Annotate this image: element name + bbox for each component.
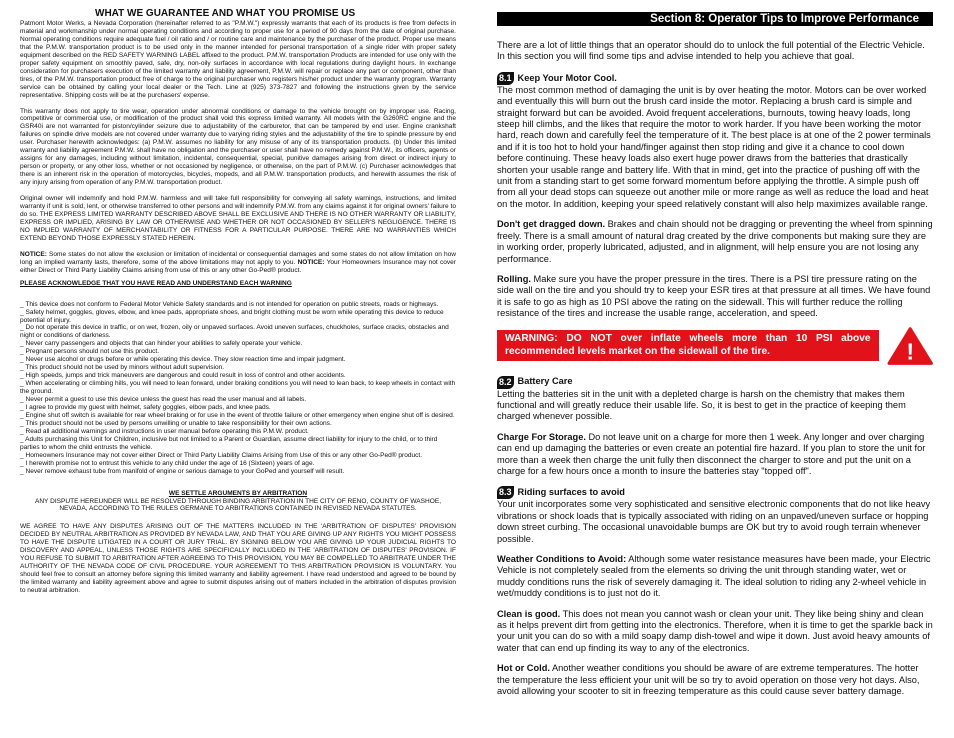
subsection-8-1-heading bbox=[497, 72, 933, 85]
acknowledge-item: _ Never carry passengers and objects that can hinder your abilities to safely operate your vehicle. bbox=[20, 340, 303, 348]
warning-callout bbox=[497, 326, 933, 366]
drag-text: Brakes and chain should not be dragging or preventing the wheel from spinning freely. There is a small amount of natural drag created by the drive components but making sure they are in working order, properly lubricated, adjusted, and in alignment, will help ensure you are not losing any performance. bbox=[497, 219, 933, 264]
notice-paragraph bbox=[20, 251, 456, 275]
section-title-bar: Section 8: Operator Tips to Improve Performance bbox=[497, 12, 933, 26]
warning-glyph: ! bbox=[905, 338, 914, 365]
rolling-text: Make sure you have the proper pressure in the tires. There is a PSI tire pressure rating on the side wall on the tire and you should try to keep your ESR tires at that pressure at all times. We have found it is safe to go as high as 10 PSI above the rating on the sidewall. This will further reduce the rolling resistance of the tires and increase the usable range, acceleration, and speed. bbox=[497, 273, 931, 319]
intro-paragraph: There are a lot of little things that an operator should do to unlock the full potential of the Electric Vehicle. In this section you will find some tips and advise intended to help you achieve that goal. bbox=[497, 40, 925, 62]
battery-care-paragraph: Letting the batteries sit in the unit with a depleted charge is harsh on the chemistry that makes them functional and will greatly reduce their usable life. So, it is best to get in the practice of keeping them charged whenever possible. bbox=[497, 388, 906, 422]
charge-storage-paragraph bbox=[497, 432, 933, 478]
weather-text: Although some water resistance measures have been made, your Electric Vehicle is not completely sealed from the elements so driving the unit through standing water, wet or muddy conditions runs the risk of severely damaging it. The ideal solution to riding any 2-wheel vehicle in wet/muddy conditions is to just not do it. bbox=[497, 554, 931, 599]
drag-label: Don't get dragged down. bbox=[497, 219, 606, 230]
acknowledge-item: _ High speeds, jumps and trick maneuvers are dangerous and could result in loss of control and other accidents. bbox=[20, 372, 346, 380]
subsection-8-3-heading bbox=[497, 486, 933, 499]
operator-tips-page bbox=[497, 12, 933, 706]
subsection-title: Keep Your Motor Cool. bbox=[517, 72, 617, 83]
warranty-page bbox=[20, 8, 456, 600]
arbitration-paragraph-1: ANY DISPUTE HEREUNDER WILL BE RESOLVED THROUGH BINDING ARBITRATION IN THE CITY OF RENO, COUNTY OF WASHOE, NEVADA, ACCORDING TO THE RULES GERMANE TO ARBITRATIONS CONTAINED IN REVISED NEVADA STATUTES. bbox=[34, 497, 442, 513]
notice-text-2: Your Homeowners Insurance may not cover either Direct or Third Party Liability Claims arising from use of this or any other Go-Ped® product. bbox=[20, 258, 456, 274]
charge-text: Do not leave unit on a charge for more then 1 week. Any longer and over charging can end up damaging the batteries or even create an potential fire hazard. If you plan to store the unit for more than a week then charge the unit fully then disconnect the charger to store and put the unit on a charge for a few hours once a month to insure the batteries stay "topped off". bbox=[497, 431, 926, 476]
acknowledge-item: _ This device does not conform to Federal Motor Vehicle Safety standards and is not intended for operation on public streets, roads or highways. bbox=[20, 300, 439, 308]
drag-paragraph bbox=[497, 219, 933, 265]
acknowledge-item: _ This product should not be used by persons unwilling or unable to take responsibility for their own actions. bbox=[20, 419, 332, 427]
acknowledge-item: _ Read all additional warnings and instructions in user manual before operating this P.M.W. product. bbox=[20, 427, 309, 435]
arbitration-paragraph-2: WE AGREE TO HAVE ANY DISPUTES ARISING OUT OF THE MATTERS INCLUDED IN THE 'ARBITRATION OF DISPUTES' PROVISION DECIDED BY NEUTRAL ARBITRATION AS PROVIDED BY NEVADA LAW, AND THAT YOU ARE GIVING UP ANY RIGHTS YOU MIGHT POSSESS TO HAVE THE DISPUTE LITIGATED IN A COURT OR JURY TRIAL. BY SIGNING BELOW YOU ARE GIVING UP YOUR JUDICIAL RIGHTS TO DISCOVERY AND APPEAL, UNLESS THOSE RIGHTS ARE SPECIFICALLY INCLUDED IN THE 'ARBITRATION OF DISPUTES' PROVISION. IF YOU REFUSE TO SUBMIT TO ARBITRATION AFTER AGREEING TO THIS PROVISION, YOU MAY BE COMPELLED TO ARBITRATE UNDER THE AUTHORITY OF THE NEVADA CODE OF CIVIL PROCEDURE. YOUR AGREEMENT TO THIS ARBITRATION PROVISION IS VOLUNTARY. You should feel free to consult an attorney before signing this limited warranty and liability agreement. I have read understood and agreed to be bound by the limited warranty and liability agreement above and agree to submit disputes arising out of matters included in the arbitration of disputes provision to neutral arbitration. bbox=[20, 523, 456, 595]
acknowledge-item: _ Adults purchasing this Unit for Children, inclusive but not limited to a Parent or Guardian, assume direct liability for injury to the child, or to third parties to whom the child entrusts the vehicle. bbox=[20, 435, 438, 451]
weather-label: Weather Conditions to Avoid: bbox=[497, 554, 627, 564]
acknowledge-item: _ Never use alcohol or drugs before or while operating this device. They slow reaction time and impair judgment. bbox=[20, 356, 346, 364]
rolling-paragraph bbox=[497, 274, 933, 320]
warning-triangle-icon bbox=[887, 326, 933, 366]
acknowledge-list bbox=[20, 301, 456, 476]
acknowledge-item: _ Safety helmet, goggles, gloves, elbow, and knee pads, appropriate shoes, and bright clothing must be worn while operating this device to reduce potential of injury. bbox=[20, 308, 444, 324]
acknowledge-item: _ Never permit a guest to use this device unless the guest has read the user manual and all labels. bbox=[20, 396, 307, 404]
clean-text: This does not mean you cannot wash or clean your unit. They like being shiny and clean as it helps prevent dirt from getting into the electronics. Therefore, when it is time to get the sparkle back in your unit you can do so with a mild soapy damp dish-towel and wipe it down. Just avoid heavy amounts of water that can end up finding its way to any of the electronics. bbox=[497, 608, 933, 653]
charge-label: Charge For Storage. bbox=[497, 431, 586, 442]
acknowledge-item: _ Do not operate this device in traffic, or on wet, frozen, oily or unpaved surfaces. Avoid uneven surfaces, chuckholes, surface cracks, obstacles and night or conditions of darkness. bbox=[20, 324, 449, 340]
clean-paragraph bbox=[497, 609, 933, 655]
hot-cold-label: Hot or Cold. bbox=[497, 663, 550, 674]
riding-surfaces-paragraph: Your unit incorporates some very sophisticated and sensitive electronic components that do not like heavy vibrations or shock loads that is typically associated with riding on an unpaved/uneven surface or hopping down street curbing. The occasional unavoidable bumps are OK but try to avoid rough terrain whenever possible. bbox=[497, 499, 931, 544]
arbitration-heading: WE SETTLE ARGUMENTS BY ARBITRATION bbox=[168, 489, 308, 497]
acknowledge-heading: PLEASE ACKNOWLEDGE THAT YOU HAVE READ AND UNDERSTAND EACH WARNING bbox=[20, 279, 292, 287]
acknowledge-item: _ When accelerating or climbing hills, you will need to lean forward, under braking conditions you will need to lean back, to keep wheels in contact with the ground. bbox=[20, 380, 456, 396]
acknowledge-item: _ Never remove exhaust tube from manifold of engine or serious damage to your GoPed and yourself will result. bbox=[20, 467, 345, 475]
section-number-badge: 8.2 bbox=[499, 376, 512, 387]
warning-box: WARNING: DO NOT over inflate wheels more than 10 PSI above recommended levels market on the sidewall of the tire. bbox=[497, 330, 879, 361]
acknowledge-item: _ Homeowners Insurance may not cover either Direct or Third Party Liability Claims Arising from Use of this or any other Go-Ped® product. bbox=[20, 451, 423, 459]
warranty-paragraph-1: Patmont Motor Werks, a Nevada Corporation (hereinafter referred to as "P.M.W.") expressly warrants that each of its products is free from defects in material and workmanship under normal operating conditions and according to proper use for a period of 90 days from the date of original purchase. Normal operating conditions require adequate fuel / oil ratio and / or routine care and maintenance by the purchaser of the product. Proper use means that the P.M.W. transportation product is to be used only in the manner intended for personal transportation of a single rider with proper safety equipment described on the RED SAFETY WARNING LABEL affixed to the product. P.M.W. transportation Products are intended for use only with the proper safety equipment on smoothly paved, safe, dry, non-oily surfaces in accordance with local regulations during daylight hours. In exchange consideration for purchasers execution of the limited warranty and liability agreement, P.M.W. will repair or replace any part or component, other than tires, of the P.M.W. transportation product free of charge to the original purchaser who registers his/her product under the warranty program. Warranty service can be obtained by calling your local dealer or the Tech. Line at (925) 373-7827 and following the instructions given by the service representative. Shipping costs will be at the purchasers' expense. bbox=[20, 20, 456, 99]
acknowledge-item: _ I agree to provide my guest with helmet, safety goggles, elbow pads, and knee pads. bbox=[20, 403, 271, 411]
subsection-title: Riding surfaces to avoid bbox=[517, 487, 625, 498]
warranty-heading: WHAT WE GUARANTEE AND WHAT YOU PROMISE US bbox=[95, 8, 356, 19]
warranty-paragraph-3: Original owner will indemnify and hold P.M.W. harmless and will take full responsibility for conveying all safety warnings, instructions, and limited warranty if unit is sold, lent, or otherwise transferred to other persons and will indemnify P.M.W. from any claims against it for original owners' failure to do so. THE EXPRESS LIMITED WARRANTY DESCRIBED ABOVE SHALL BE EXCLUSIVE AND THERE IS NO OTHER WARRANTY OR LIABILITY, EXPRESS OR IMPLIED, ARISING BY LAW OR OTHERWISE AND WHETHER OR NOT OCCASIONED BY SELLER'S NEGLIGENCE. THERE IS NO IMPLIED WARRANTY OF MERCHANTABILITY OR FITNESS FOR A PARTICULAR PURPOSE. THERE ARE NO WARRANTIES WHICH EXTEND BEYOND THOSE EXPRESSLY STATED HEREIN. bbox=[20, 195, 456, 242]
acknowledge-item: _ This product should not be used by minors without adult supervision. bbox=[20, 364, 225, 372]
hot-cold-paragraph bbox=[497, 663, 933, 697]
section-number-badge: 8.3 bbox=[499, 487, 512, 498]
acknowledge-item: _ Pregnant persons should not use this product. bbox=[20, 348, 160, 356]
notice-label-2: NOTICE: bbox=[297, 258, 325, 266]
notice-label-1: NOTICE: bbox=[20, 250, 47, 258]
section-number-badge: 8.1 bbox=[499, 72, 512, 83]
rolling-label: Rolling. bbox=[497, 273, 531, 284]
subsection-title: Battery Care bbox=[517, 376, 573, 387]
acknowledge-item: _ Engine shut off switch is available for rear wheel braking or for use in the event of throttle failure or other emergency when engine shut off is desired. bbox=[20, 411, 455, 419]
notice-text-1: Some states do not allow the exclusion or limitation of incidental or consequential damages and some states do not allow limitation on how long an implied warranty lasts, therefore, some of the above limitations may not apply to you. bbox=[20, 250, 456, 266]
subsection-8-2-heading bbox=[497, 376, 933, 389]
motor-cool-paragraph: The most common method of damaging the unit is by over heating the motor. Motors can be over worked and eventually this will burn out the brush card inside the motor. Replacing a brush card is simple and straight forward but can be avoided. Avoid frequent accelerations, burnouts, towing heavy loads, long steep hill climbs, and the likes that require the motor to work harder. If you have been working the motor hard, reach down and carefully feel the temperature of it. The best place is at one of the 2 power terminals and if it is too hot to hold your hand/finger against then stop riding and give it a chance to cool down before continuing. These heavy loads also exert huge power draws from the batteries that drastically shorten your usable range and battery life. With that in mind, get into the practice of pushing off with the unit from a standing start to get some forward momentum before applying the throttle. A simple push off from all your dead stops can squeeze out another mile or more range as well as reduce the load and heat on the motor. In addition, keeping your speed relatively constant will also help maximizes available range. bbox=[497, 84, 931, 209]
weather-paragraph bbox=[497, 554, 933, 600]
clean-label: Clean is good. bbox=[497, 608, 561, 619]
acknowledge-item: _ I herewith promise not to entrust this vehicle to any child under the age of 16 (Sixteen) years of age. bbox=[20, 459, 315, 467]
warranty-paragraph-2: This warranty does not apply to tire wear, operation under abnormal conditions or damage to the vehicle brought on by improper use. Racing, competitive or commercial use, or modification of the product shall void this express limited warranty. All models with the G260RC engine and the GSR40i are not warranted for piston/cylinder seizure due to adjustability of the carburetor, that can be tampered by end user. Engine crankshaft failures on spindle drive models are not covered under warranty due to varying riding styles and the adjustability of the tire to spindle pressure by end user. Purchaser herewith acknowledges: (a) P.M.W. assumes no liability for any misuse of any of its transportation products. (b) Under this limited warranty and liability agreement P.M.W. shall have no obligation and the purchaser or user shall have no remedy against P.M.W., its officers, agents or assigns for any damages, including without limitation, incidental, consequential, special, punitive damages arising from direct or indirect injury to person or property, or any other loss, whether or not occasioned by negligence, or otherwise, on the part of P.M.W. (c) Purchaser acknowledges that there is an inherent risk in the operation of motorcycles, bicycles, mopeds, and all P.M.W. transportation products, and herewith assumes the risk of any injury arising from operation of any P.M.W. transportation product. bbox=[20, 107, 456, 187]
hot-cold-text: Another weather conditions you should be aware of are extreme temperatures. The hotter the temperature the less efficient your unit will be so try to avoid operation on those very hot days. Also, avoid allowing your scooter to sit in freezing temperature as this could cause sever battery damage. bbox=[497, 663, 920, 697]
